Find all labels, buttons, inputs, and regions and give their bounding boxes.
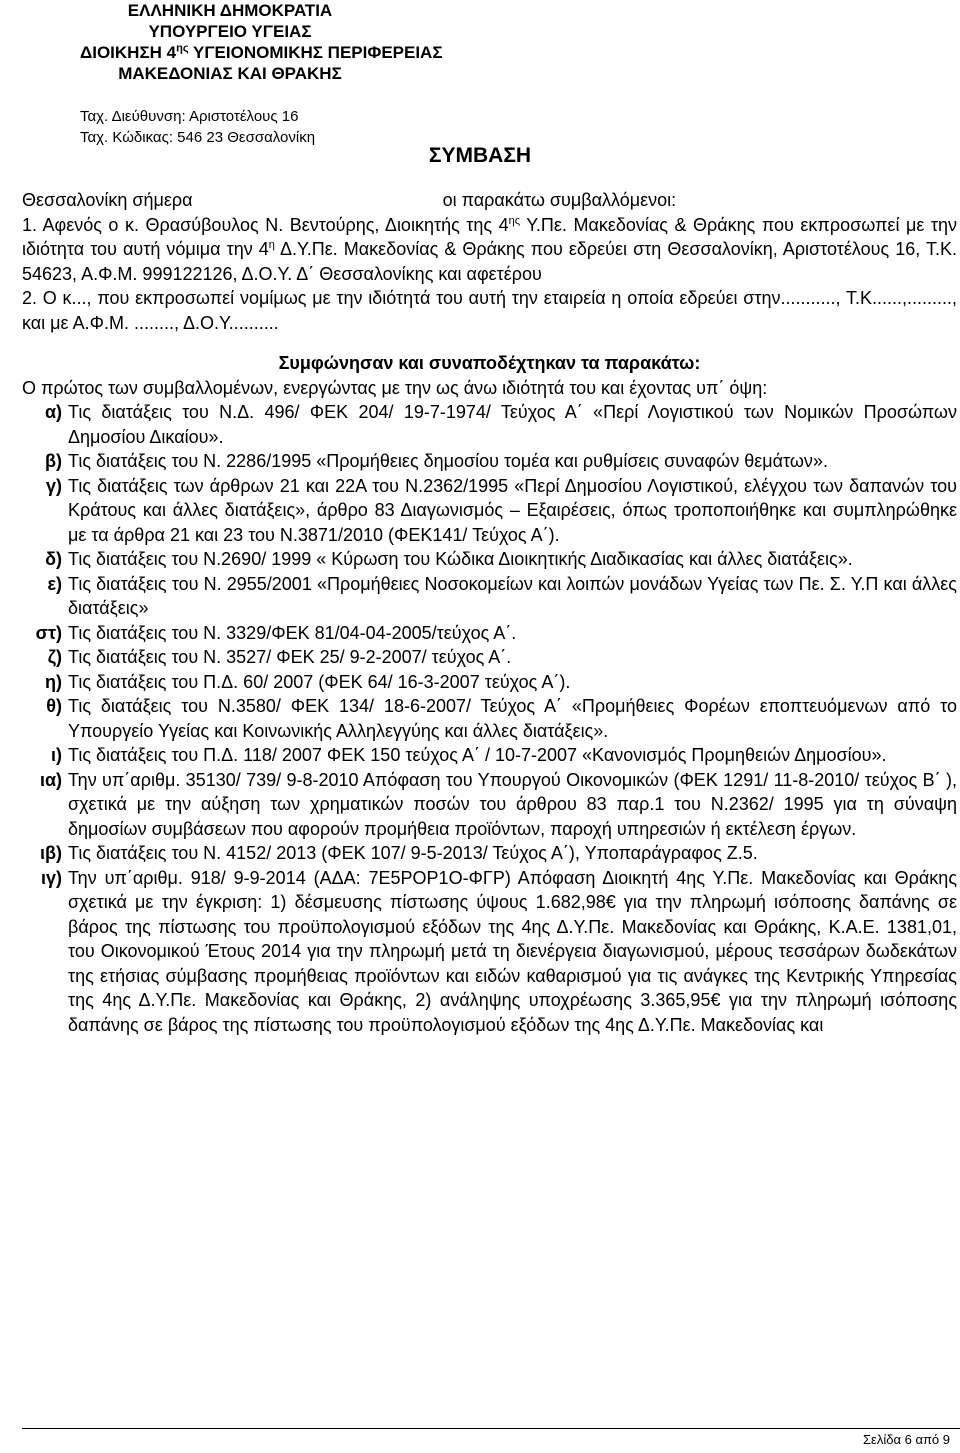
provision-item — [22, 841, 957, 866]
provision-text: Τις διατάξεις του Ν.3580/ ΦΕΚ 134/ 18-6-2007/ Τεύχος Α΄ «Προμήθειες Φορέων εποπτευόμενων από το Υπουργείο Υγείας και Κοινωνικής Αλληλεγγύης και άλλες διατάξεις». — [68, 696, 957, 741]
provision-label: ζ) — [47, 647, 62, 667]
provision-label: ιβ) — [40, 843, 62, 863]
provision-item — [22, 474, 957, 548]
page-number: Σελίδα 6 από 9 — [863, 1432, 950, 1447]
address-block — [80, 106, 315, 148]
provision-label: η) — [45, 671, 62, 692]
party-2: 2. Ο κ..., που εκπροσωπεί νομίμως με την ιδιότητά του αυτή την εταιρεία η οποία εδρεύει στην..........., Τ.Κ......,........., και με Α.Φ.Μ. ........, Δ.Ο.Υ.......... — [22, 288, 957, 333]
provision-label: β) — [45, 451, 62, 471]
provision-label: α) — [44, 402, 62, 422]
provision-label: ια) — [39, 769, 62, 790]
provision-item — [22, 694, 957, 743]
address-street: Ταχ. Διεύθυνση: Αριστοτέλους 16 — [80, 108, 299, 125]
provision-item — [22, 449, 957, 474]
provision-text: Τις διατάξεις του Ν. 2286/1995 «Προμήθειες δημοσίου τομέα και ρυθμίσεις συναφών θεμάτων». — [68, 451, 828, 471]
provision-item — [22, 572, 957, 621]
provision-item — [22, 670, 957, 695]
provision-text: Τις διατάξεις του Ν. 3527/ ΦΕΚ 25/ 9-2-2007/ τεύχος Α΄. — [68, 647, 512, 667]
provision-text: Τις διατάξεις του Ν.2690/ 1999 « Κύρωση του Κώδικα Διοικητικής Διαδικασίας και άλλες διατάξεις». — [68, 549, 853, 569]
letterhead — [80, 0, 443, 84]
provision-item — [22, 400, 957, 449]
provision-label: δ) — [45, 549, 62, 569]
provision-text: Τις διατάξεις του Ν. 2955/2001 «Προμήθειες Νοσοκομείων και λοιπών μονάδων Υγείας των Πε. Σ. Υ.Π και άλλες διατάξεις» — [68, 573, 957, 618]
provision-item — [22, 743, 957, 768]
provision-label: γ) — [45, 475, 62, 496]
provision-text: Τις διατάξεις του Ν.Δ. 496/ ΦΕΚ 204/ 19-7-1974/ Τεύχος Α΄ «Περί Λογιστικού των Νομικών Προσώπων Δημοσίου Δικαίου». — [68, 402, 957, 447]
provision-item — [22, 621, 957, 646]
provision-item — [22, 768, 957, 842]
provision-text: Τις διατάξεις του Π.Δ. 118/ 2007 ΦΕΚ 150 τεύχος Α΄ / 10-7-2007 «Κανονισμός Προμηθειών Δημοσίου». — [68, 745, 887, 765]
provision-label: στ) — [35, 622, 62, 643]
letterhead-line: ΥΠΟΥΡΓΕΙΟ ΥΓΕΙΑΣ — [148, 22, 312, 41]
letterhead-line: ΕΛΛΗΝΙΚΗ ΔΗΜΟΚΡΑΤΙΑ — [127, 1, 333, 20]
page-title: ΣΥΜΒΑΣΗ — [428, 144, 532, 167]
provision-text: Τις διατάξεις του Ν. 3329/ΦΕΚ 81/04-04-2005/τεύχος Α΄. — [68, 622, 517, 643]
intro-line: Θεσσαλονίκη σήμερα οι παρακάτω συμβαλλόμενοι: — [22, 190, 677, 210]
first-party-statement: Ο πρώτος των συμβαλλομένων, ενεργώντας με την ως άνω ιδιότητά του και έχοντας υπ΄ όψη: — [22, 377, 768, 398]
provision-item — [22, 547, 957, 572]
letterhead-line: ΜΑΚΕΔΟΝΙΑΣ ΚΑΙ ΘΡΑΚΗΣ — [118, 64, 342, 83]
provision-item — [22, 866, 957, 1038]
provision-label: ι) — [51, 745, 62, 765]
document-body — [22, 188, 957, 1037]
provision-text: Τις διατάξεις των άρθρων 21 και 22Α του Ν.2362/1995 «Περί Δημοσίου Λογιστικού, ελέγχου των δαπανών του Κράτους και άλλες διατάξεις», άρθρο 83 Διαγωνισμός – Εξαιρέσεις, όπως τροποποιήθηκε και συμπληρώθηκε με τα άρθρα 21 και 23 του Ν.3871/2010 (ΦΕΚ141/ Τεύχος Α΄). — [68, 475, 957, 545]
address-code: Ταχ. Κώδικας: 546 23 Θεσσαλονίκη — [80, 129, 316, 146]
provision-label: ε) — [47, 573, 62, 594]
provision-item — [22, 645, 957, 670]
provision-label: θ) — [46, 696, 62, 716]
footer-rule — [22, 1428, 960, 1429]
provision-text: Την υπ΄αριθμ. 35130/ 739/ 9-8-2010 Απόφαση του Υπουργού Οικονομικών (ΦΕΚ 1291/ 11-8-2010/ τεύχος Β΄ ), σχετικά με την αύξηση των χρηματικών ποσών του άρθρου 83 παρ.1 του Ν.2362/ 1995 για τη σύναψη δημοσίων συμβάσεων που αφορούν προμήθεια προϊόντων, παροχή υπηρεσιών ή εκτέλεση έργων. — [68, 769, 957, 839]
letterhead-line: ΔΙΟΙΚΗΣΗ $4^{\eta\varsigma}$ ΥΓΕΙΟΝΟΜΙΚΗΣ ΠΕΡΙΦΕΡΕΙΑΣ — [80, 42, 443, 62]
agreement-heading: Συμφώνησαν και συναποδέχτηκαν τα παρακάτω: — [278, 353, 701, 373]
provision-text: Τις διατάξεις του Π.Δ. 60/ 2007 (ΦΕΚ 64/ 16-3-2007 τεύχος Α΄). — [68, 671, 571, 692]
provision-text: Τις διατάξεις του Ν. 4152/ 2013 (ΦΕΚ 107/ 9-5-2013/ Τεύχος Α΄), Υποπαράγραφος Ζ.5. — [68, 843, 758, 863]
provision-text: Την υπ΄αριθμ. 918/ 9-9-2014 (ΑΔΑ: 7Ε5ΡΟΡ1Ο-ΦΓΡ) Απόφαση Διοικητή 4ης Υ.Πε. Μακεδονίας και Θράκης σχετικά με την έγκριση: 1) δέσμευσης πίστωσης ύψους 1.682,98€ για την πληρωμή ισόποσης δαπάνης σε βάρος της πίστωσης του προϋπολογισμού εξόδων της 4ης Δ.Υ.Πε. Μακεδονίας και Θράκης, Κ.Α.Ε. 1381,01, του Οικονομικού Έτους 2014 για την πληρωμή μετά τη διενέργεια διαγωνισμού, μέρους τεσσάρων δωδεκάτων της ετήσιας σύμβασης προμήθειας προϊόντων και ειδών καθαρισμού για τις ανάγκες της Κεντρικής Υπηρεσίας της 4ης Δ.Υ.Πε. Μακεδονίας και Θράκης, 2) ανάληψης υποχρέωσης 3.365,95€ για την πληρωμή ισόποσης δαπάνης σε βάρος της πίστωσης του προϋπολογισμού εξόδων της 4ης Δ.Υ.Πε. Μακεδονίας και — [68, 867, 957, 1035]
party-1: 1. Αφενός ο κ. Θρασύβουλος Ν. Βεντούρης, Διοικητής της $4^{\eta\varsigma}$ Υ.Πε. Μακεδονίας & Θράκης που εκπροσωπεί με την ιδιότητα του αυτή νόμιμα την $4^\eta$ Δ.Υ.Πε. Μακεδονίας & Θράκης που εδρεύει στη Θεσσαλονίκη, Αριστοτέλους 16, Τ.Κ. 54623, Α.Φ.Μ. 999122126, Δ.Ο.Υ. Δ΄ Θεσσαλονίκης και αφετέρου — [22, 214, 957, 284]
provision-label: ιγ) — [40, 867, 62, 888]
provisions-list — [22, 400, 957, 1037]
